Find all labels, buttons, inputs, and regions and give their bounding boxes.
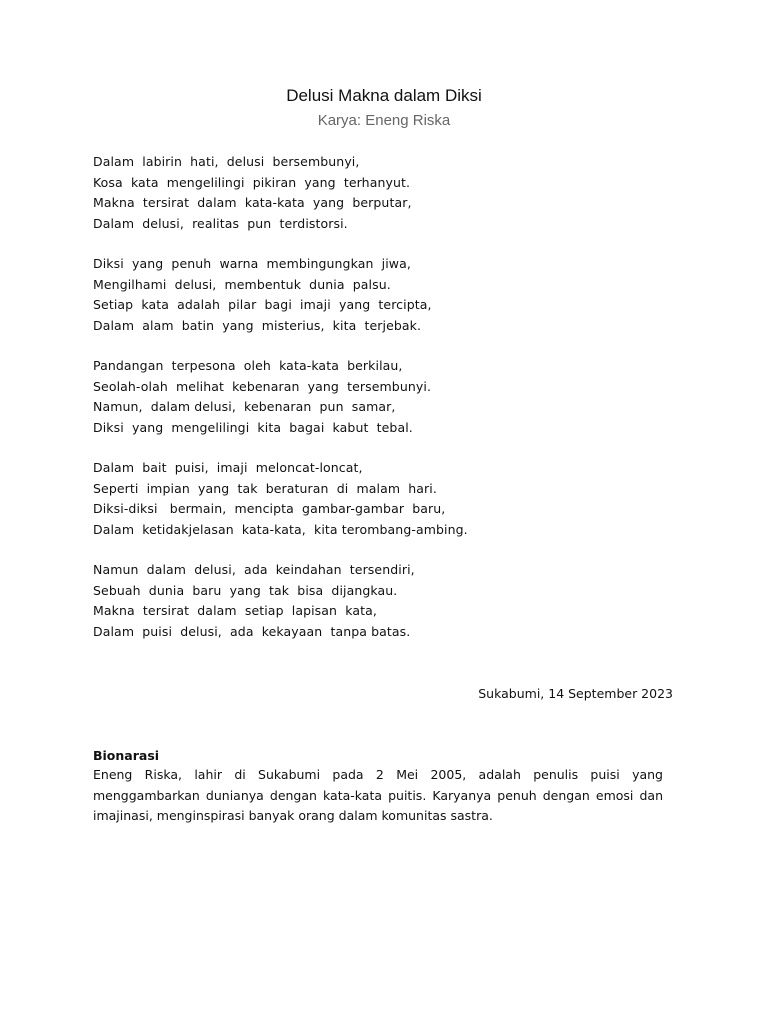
poem-line: Dalam alam batin yang misterius, kita terjebak. <box>93 317 422 333</box>
bionarasi-heading: Bionarasi <box>93 748 160 763</box>
document-author: Karya: Eneng Riska <box>317 112 451 129</box>
stanza <box>93 356 693 438</box>
stanza <box>93 560 693 642</box>
poem-line: Setiap kata adalah pilar bagi imaji yang tercipta, <box>93 297 432 312</box>
poem-line: Seolah-olah melihat kebenaran yang tersembunyi. <box>93 378 432 394</box>
stanza <box>93 458 693 540</box>
poem-line: Seperti impian yang tak beraturan di malam hari. <box>93 480 437 496</box>
poem-line: Makna tersirat dalam setiap lapisan kata, <box>93 603 377 618</box>
place-date: Sukabumi, 14 September 2023 <box>478 686 673 701</box>
poem-line: Dalam bait puisi, imaji meloncat-loncat, <box>93 460 363 475</box>
poem-line: Namun, dalam delusi, kebenaran pun samar, <box>93 399 396 414</box>
poem-line: Pandangan terpesona oleh kata-kata berkilau, <box>93 358 403 373</box>
poem-line: Diksi-diksi bermain, mencipta gambar-gambar baru, <box>93 501 446 516</box>
poem-line: Diksi yang mengelilingi kita bagai kabut tebal. <box>93 419 413 435</box>
poem-line: Makna tersirat dalam kata-kata yang berputar, <box>93 195 412 210</box>
stanza <box>93 254 693 336</box>
poem-line: Dalam ketidakjelasan kata-kata, kita terombang-ambing. <box>93 521 468 537</box>
document-title: Delusi Makna dalam Diksi <box>286 86 482 105</box>
poem-line: Mengilhami delusi, membentuk dunia palsu. <box>93 276 391 292</box>
poem-line: Dalam delusi, realitas pun terdistorsi. <box>93 215 348 231</box>
bionarasi-text: Eneng Riska, lahir di Sukabumi pada 2 Mei 2005, adalah penulis puisi yang menggambarkan dunianya dengan kata-kata puitis. Karyanya penuh dengan emosi dan imajinasi, menginspirasi banyak orang dalam komunitas sastra. <box>93 767 663 823</box>
poem-line: Dalam puisi delusi, ada kekayaan tanpa batas. <box>93 623 411 639</box>
poem-line: Diksi yang penuh warna membingungkan jiwa, <box>93 256 411 271</box>
stanza <box>93 152 693 234</box>
poem-line: Namun dalam delusi, ada keindahan tersendiri, <box>93 562 415 577</box>
poem-line: Dalam labirin hati, delusi bersembunyi, <box>93 154 360 169</box>
poem-line: Kosa kata mengelilingi pikiran yang terhanyut. <box>93 174 411 190</box>
poem-body <box>93 152 693 662</box>
poem-line: Sebuah dunia baru yang tak bisa dijangkau. <box>93 582 398 598</box>
